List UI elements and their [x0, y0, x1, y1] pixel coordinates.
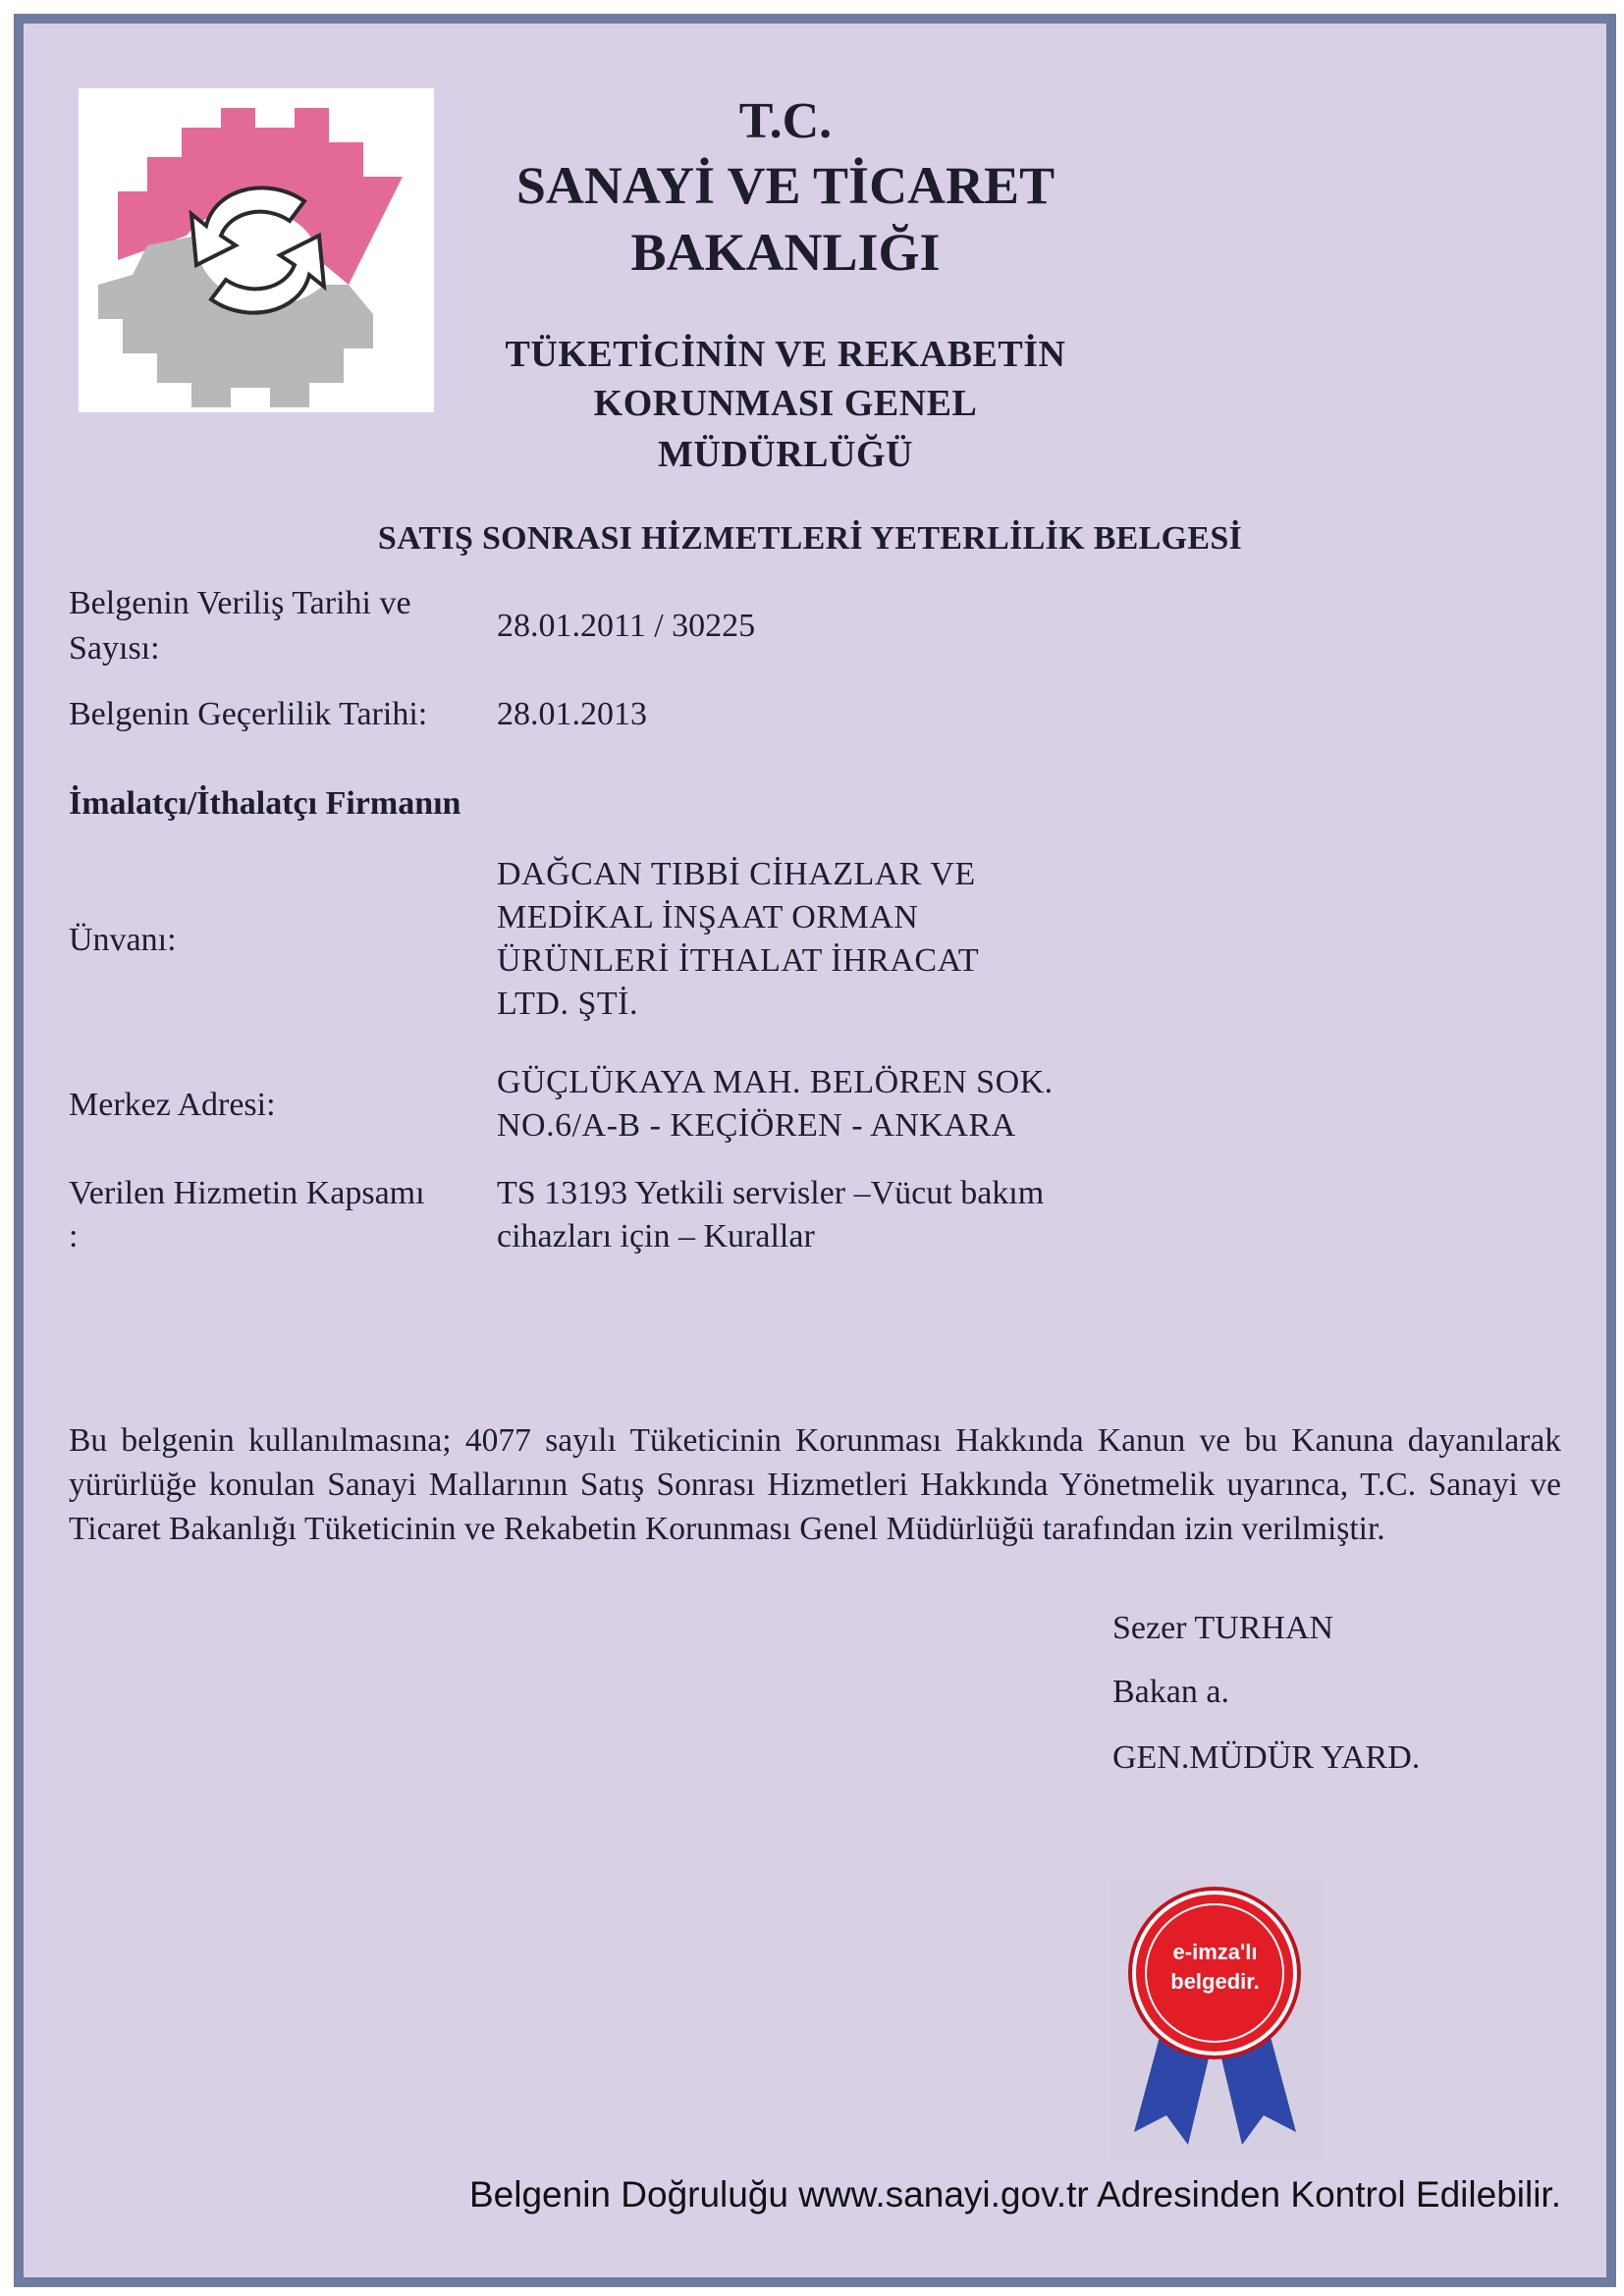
firm-title-label: Ünvanı:	[69, 922, 177, 958]
validity-value: 28.01.2013	[497, 696, 647, 732]
scope-line1: TS 13193 Yetkili servisler –Vücut bakım	[497, 1175, 1045, 1211]
scope-label-line2: :	[69, 1218, 79, 1255]
issue-value: 28.01.2011 / 30225	[497, 608, 756, 644]
header-ministry-line2: BAKANLIĞI	[630, 223, 941, 282]
signer-on-behalf: Bakan a.	[1112, 1674, 1229, 1710]
scope-line2: cihazları için – Kurallar	[497, 1218, 815, 1255]
department-line3: MÜDÜRLÜĞÜ	[658, 434, 913, 475]
e-signature-seal-icon	[1110, 1875, 1321, 2160]
address-label: Merkez Adresi:	[69, 1087, 276, 1123]
validity-label: Belgenin Geçerlilik Tarihi:	[69, 696, 428, 732]
header-ministry-line1: SANAYİ VE TİCARET	[515, 156, 1056, 215]
address-line2: NO.6/A-B - KEÇİÖREN - ANKARA	[497, 1107, 1016, 1144]
department-line1: TÜKETİCİNİN VE REKABETİN	[505, 334, 1066, 375]
firm-heading: İmalatçı/İthalatçı Firmanın	[69, 785, 461, 822]
signer-name: Sezer TURHAN	[1112, 1610, 1334, 1646]
firm-title-line3: ÜRÜNLERİ İTHALAT İHRACAT	[497, 942, 980, 979]
issue-label-line1: Belgenin Veriliş Tarihi ve	[69, 585, 411, 621]
signer-position: GEN.MÜDÜR YARD.	[1112, 1739, 1421, 1776]
authorization-statement: Bu belgenin kullanılmasına; 4077 sayılı Tüketicinin Korunması Hakkında Kanun ve bu Kanuna dayanılarak yürürlüğe konulan Sanayi Mallarının Satış Sonrası Hizmetleri Hakkında Yönetmelik uyarınca, T.C. Sanayi ve Ticaret Bakanlığı Tüketicinin ve Rekabetin Korunması Genel Müdürlüğü tarafından izin verilmiştir.	[69, 1422, 1561, 1547]
scope-label-line1: Verilen Hizmetin Kapsamı	[69, 1175, 425, 1211]
header-tc: T.C.	[738, 93, 833, 149]
firm-title-line4: LTD. ŞTİ.	[497, 986, 638, 1022]
certificate-title: SATIŞ SONRASI HİZMETLERİ YETERLİLİK BELGESİ	[377, 520, 1243, 557]
issue-label-line2: Sayısı:	[69, 630, 160, 667]
firm-title-line2: MEDİKAL İNŞAAT ORMAN	[497, 899, 919, 935]
seal-text-line1: e-imza'lı	[1172, 1940, 1258, 1964]
seal-text-line2: belgedir.	[1170, 1969, 1260, 1994]
firm-title-line1: DAĞCAN TIBBİ CİHAZLAR VE	[497, 856, 976, 892]
gear-logo-icon	[79, 88, 434, 412]
department-line2: KORUNMASI GENEL	[593, 383, 978, 424]
ministry-logo	[79, 88, 434, 412]
address-line1: GÜÇLÜKAYA MAH. BELÖREN SOK.	[497, 1064, 1054, 1100]
verification-footer: Belgenin Doğruluğu www.sanayi.gov.tr Adresinden Kontrol Edilebilir.	[468, 2174, 1561, 2215]
